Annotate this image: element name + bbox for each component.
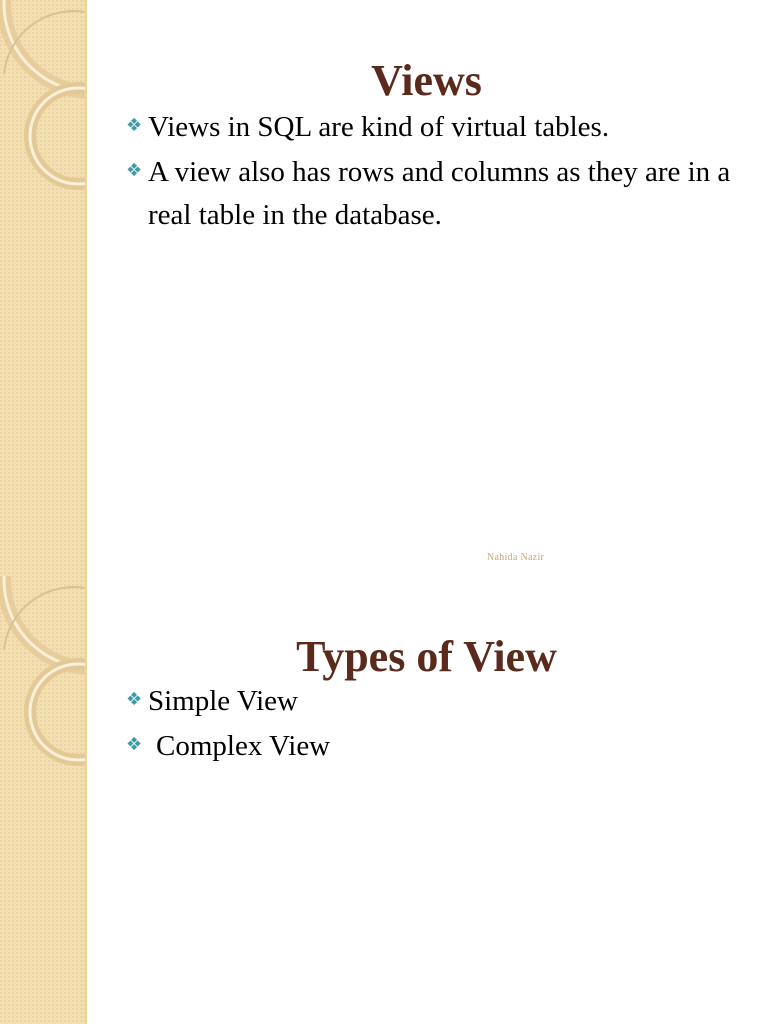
diamond-bullet-icon: ❖ xyxy=(126,115,143,136)
diamond-bullet-icon: ❖ xyxy=(126,160,143,181)
decorative-rings-icon xyxy=(0,0,85,576)
slide-types-of-view xyxy=(0,576,768,1024)
bullet-list xyxy=(0,104,768,237)
slide-title: Views xyxy=(371,56,482,106)
diamond-bullet-icon: ❖ xyxy=(126,734,143,755)
list-item: ❖ Complex View xyxy=(0,723,768,768)
list-item: ❖ Views in SQL are kind of virtual tables. xyxy=(0,104,768,149)
bullet-list xyxy=(0,678,768,768)
footer-author: Nahida Nazir xyxy=(487,552,545,563)
decorative-side-strip xyxy=(0,576,87,1024)
decorative-rings-icon xyxy=(0,576,85,1024)
list-item: ❖ A view also has rows and columns as they are in a real table in the database. xyxy=(0,149,768,237)
decorative-side-strip xyxy=(0,0,87,576)
slide-title: Types of View xyxy=(296,632,557,682)
diamond-bullet-icon: ❖ xyxy=(126,689,143,710)
list-item: ❖ Simple View xyxy=(0,678,768,723)
